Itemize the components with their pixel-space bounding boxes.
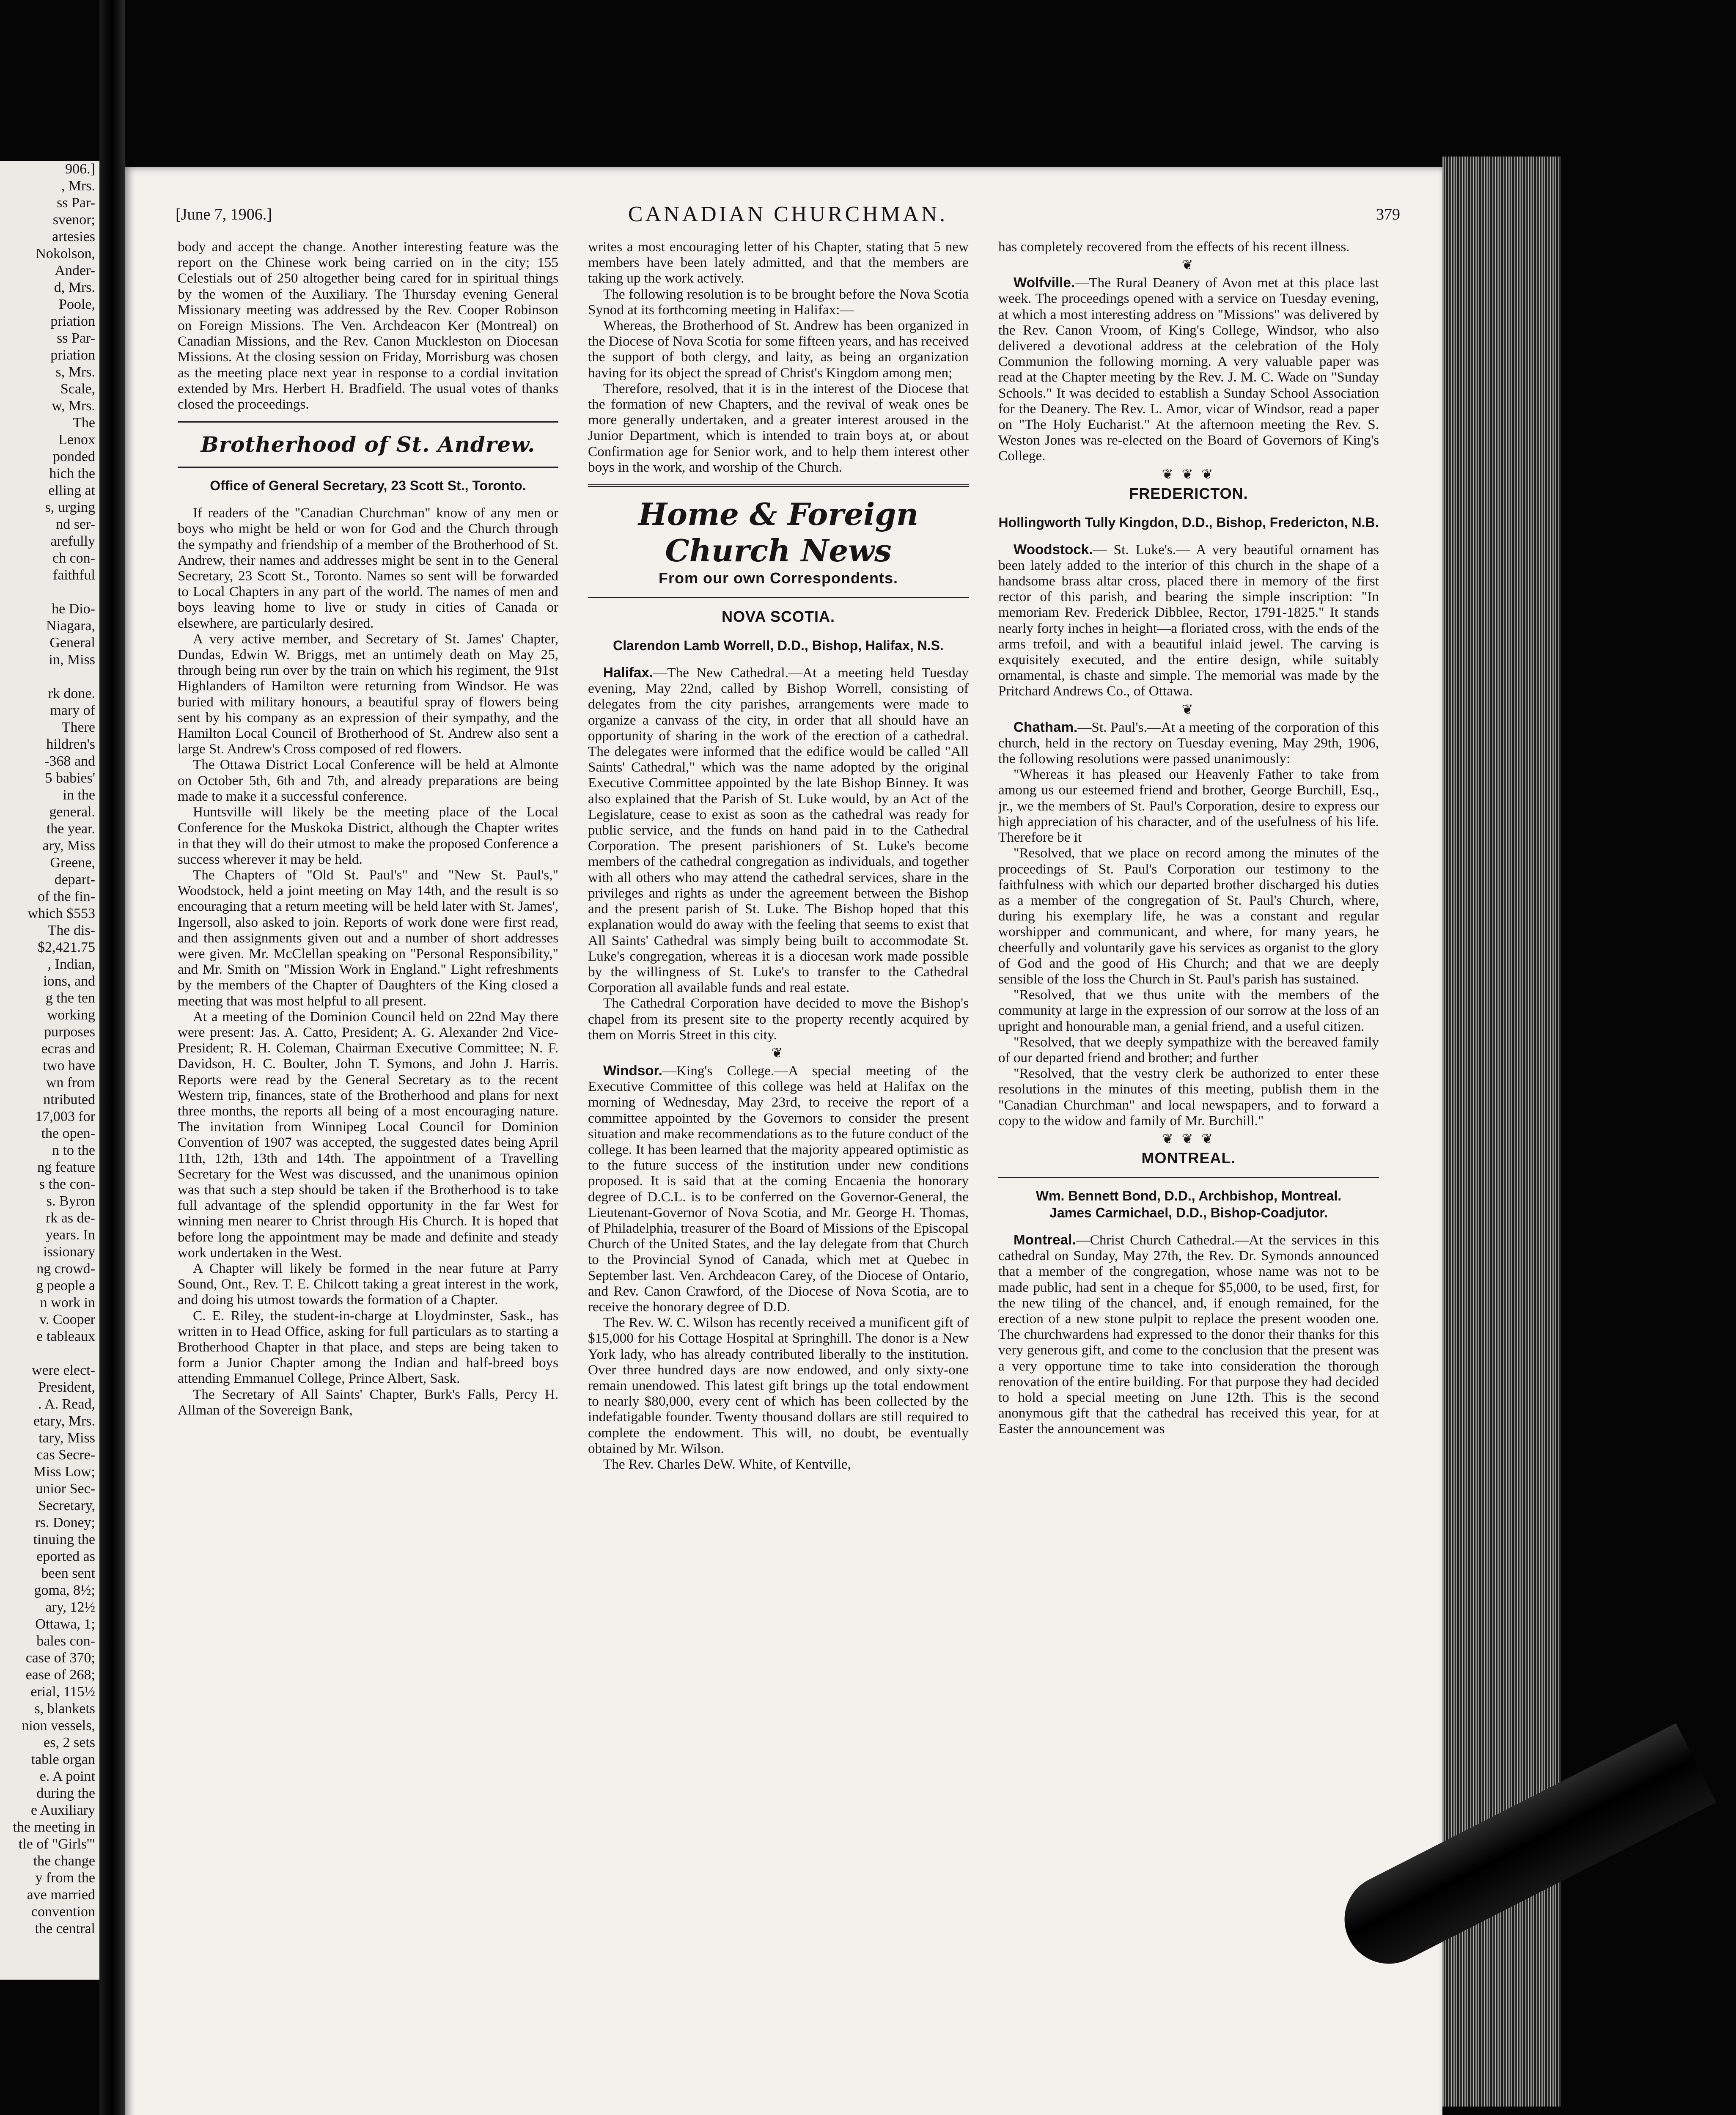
page-number: 379	[1376, 206, 1400, 223]
facing-page-line: Niagara,	[46, 618, 95, 634]
divider	[588, 597, 969, 598]
facing-page-line: ecras and	[41, 1041, 95, 1057]
facing-page-line: etary, Mrs.	[33, 1413, 95, 1429]
facing-page-line: s the con-	[39, 1176, 95, 1192]
column-2	[588, 239, 969, 1472]
facing-page-line: 17,003 for	[35, 1109, 95, 1124]
fredericton-heading: FREDERICTON.	[1129, 484, 1248, 502]
ornament: ❦	[1181, 257, 1196, 273]
facing-page-line: faithful	[52, 567, 95, 583]
facing-page-line: ss Par-	[57, 330, 95, 346]
fredericton-bishop: Hollingworth Tully Kingdon, D.D., Bishop, Fredericton, N.B.	[998, 514, 1379, 530]
column-2-opening: writes a most encouraging letter of his Chapter, stating that 5 new members have been lately admitted, and that the members are taking up the work actively.	[588, 239, 969, 286]
facing-page-line: e tableaux	[36, 1329, 95, 1344]
facing-page-line: working	[47, 1007, 95, 1023]
facing-page-line: Secretary,	[38, 1498, 95, 1513]
column-3	[998, 239, 1379, 1437]
nova-scotia-heading: NOVA SCOTIA.	[721, 608, 835, 626]
facing-page-line: ease of 268;	[25, 1667, 95, 1683]
facing-page-line: elling at	[48, 483, 95, 498]
facing-page-line: g the ten	[45, 990, 95, 1006]
facing-page-line: 906.]	[65, 161, 95, 177]
facing-page-line: rk as de-	[45, 1210, 95, 1226]
facing-page-line: in, Miss	[49, 652, 95, 667]
paragraph: "Resolved, that we thus unite with the members of the community at large in the expression of our sorrow at the loss of an upright and honourable man, a genial friend, and a useful citizen.	[998, 987, 1379, 1034]
ornament: ❦	[1181, 701, 1196, 717]
facing-page-line: been sent	[41, 1566, 95, 1581]
publication-title: CANADIAN CHURCHMAN.	[628, 202, 948, 226]
facing-page-line: Ottawa, 1;	[35, 1616, 95, 1632]
facing-page-line: goma, 8½;	[34, 1582, 95, 1598]
montreal-coadjutor: James Carmichael, D.D., Bishop-Coadjutor.	[1049, 1205, 1328, 1220]
facing-page-line: mary of	[50, 703, 95, 718]
facing-page-line: hildren's	[46, 736, 95, 752]
paragraph: The Chapters of "Old St. Paul's" and "New St. Paul's," Woodstock, held a joint meeting on May 14th, and the result is so encouraging that a return meeting will be held later with St. James', Ingersoll, also asked to join. Reports of work done were first read, and then assignments given out and a number of short addresses were given. Mr. McClellan speaking on "Personal Responsibility," and Mr. Smith on "Mission Work in England." Light refreshments by the members of the Chapter of Daughters of the King closed a meeting that was most helpful to all present.	[178, 867, 558, 1009]
facing-page-line: cas Secre-	[36, 1447, 95, 1463]
facing-page-line: , Indian,	[47, 956, 95, 972]
paragraph: The Rev. W. C. Wilson has recently received a munificent gift of $15,000 for his Cottage Hospital at Springhill. The donor is a New York lady, who has already contributed liberally to the institution. Over three hundred days are now endowed, and only sixty-one remain unendowed. This latest gift brings up the total endowment to nearly $80,000, every cent of which has been collected by the indefatigable founder. Twenty thousand dollars are still required to complete the endowment. This will, no doubt, be eventually obtained by Mr. Wilson.	[588, 1315, 969, 1456]
facing-page-line: of the fin-	[38, 889, 95, 904]
facing-page-line: n work in	[40, 1295, 95, 1310]
facing-page-line: -368 and	[44, 753, 95, 769]
facing-page-line: Greene,	[50, 855, 95, 871]
facing-page-line: w, Mrs.	[52, 398, 95, 414]
column-1-opening: body and accept the change. Another interesting feature was the report on the Chinese work being carried on in the city; 155 Celestials out of 250 altogether being cared for in spiritual things by the women of the Auxiliary. The Thursday evening General Missionary meeting was addressed by the Rev. Cooper Robinson on Foreign Missions. The Ven. Archdeacon Ker (Montreal) on Canadian Missions, and the Rev. Canon Muckleston on Diocesan Missions. At the closing session on Friday, Morrisburg was chosen as the meeting place next year in response to a cordial invitation extended by Mrs. Herbert H. Bradfield. The usual votes of thanks closed the proceedings.	[178, 239, 558, 412]
facing-page-line: priation	[50, 347, 95, 363]
paragraph: Therefore, resolved, that it is in the interest of the Diocese that the formation of new Chapters, and the revival of weak ones be more generally undertaken, and a greater interest aroused in the Junior Department, which is intended to train boys at, or about Confirmation age for Senior work, and to help them interest other boys in the work, and worship of the Church.	[588, 380, 969, 475]
facing-page-line	[0, 1345, 99, 1362]
ornament: ❦ ❦ ❦	[1162, 466, 1216, 482]
windsor-text: —King's College.—A special meeting of the Executive Committee of this college was held at Halifax on the morning of Wednesday, May 23rd, to receive the report of a committee appointed by the Governors to consider the present situation and make recommendations as to the future conduct of the college. It has been learned that the majority appeared optimistic as to the future success of the institution under new conditions proposed. It is said that at the coming Encaenia the honorary degree of D.C.L. is to be conferred on the Governor-General, the Lieutenant-Governor of Nova Scotia, and Mr. George H. Thomas, of Philadelphia, treasurer of the Board of Missions of the Episcopal Church of the United States, and the lay delegate from that Church to the Provincial Synod of Canada, which met at Quebec in September last. Ven. Archdeacon Carey, of the Diocese of Ontario, and Rev. Canon Crawford, of the Diocese of Nova Scotia, are to receive the honorary degree of D.D.	[588, 1063, 969, 1315]
montreal-text: —Christ Church Cathedral.—At the services in this cathedral on Sunday, May 27th, the Rev. Dr. Symonds announced that a member of the congregation, whose name was not to be made public, had sent in a cheque for $5,000, to be used, first, for the new tiling of the chancel, and, if enough remained, for the erection of a new stone pulpit to replace the present wooden one. The churchwardens had expressed to the donor their thanks for this very generous gift, and come to the conclusion that the present was a very opportune time to take into consideration the thorough renovation of the entire building. For that purpose they had decided to hold a special meeting on June 12th. This is the second anonymous gift that the cathedral has received this year, for at Easter the announcement was	[998, 1232, 1379, 1437]
facing-page-line: the open-	[41, 1126, 95, 1141]
facing-page-line: rk done.	[48, 686, 95, 701]
facing-page-line: s, blankets	[34, 1701, 95, 1717]
facing-page-line: Poole,	[59, 297, 95, 312]
facing-page-line: rs. Doney;	[35, 1515, 95, 1530]
facing-page-line: he Dio-	[52, 601, 95, 617]
paragraph: The following resolution is to be brought before the Nova Scotia Synod at its forthcoming meeting in Halifax:—	[588, 286, 969, 318]
book-gutter	[99, 0, 125, 2115]
paragraph: If readers of the "Canadian Churchman" know of any men or boys who might be held or won for God and the Church through the sympathy and friendship of a member of the Brotherhood of St. Andrew, their names and addresses might be sent in to the General Secretary, 23 Scott St., Toronto. Names so sent will be forwarded to Local Chapters in any part of the world. The names of men and boys leaving home to live or study in cities of Canada or elsewhere, are particularly desired.	[178, 505, 558, 631]
montreal-dateline: Montreal.	[1014, 1232, 1076, 1248]
woodstock-dateline: Woodstock.	[1014, 541, 1093, 558]
divider	[178, 421, 558, 423]
facing-page-line: ng feature	[37, 1159, 95, 1175]
facing-page-line: e. A point	[39, 1769, 95, 1784]
facing-page-line: Nokolson,	[36, 246, 95, 261]
paragraph: A very active member, and Secretary of St. James' Chapter, Dundas, Edwin W. Briggs, met an untimely death on May 25, through being run over by the train on which his regiment, the 91st Highlanders of Hamilton were returning from Windsor. He was buried with military honours, a beautiful spray of flowers being sent by his company as an expression of their sympathy, and the Hamilton Local Council of Brotherhood of St. Andrew also sent a large St. Andrew's Cross composed of red flowers.	[178, 631, 558, 757]
paragraph: At a meeting of the Dominion Council held on 22nd May there were present: Jas. A. Catto, President; A. G. Alexander 2nd Vice-President; R. H. Coleman, Chairman Executive Committee; N. F. Davidson, H. C. Boulter, John T. Symons, and John J. Harris. Reports were read by the General Secretary as to the recent Western trip, finances, state of the Brotherhood and plans for next three months, the reports all being of a most encouraging nature. The invitation from Winnipeg Local Council for Dominion Convention of 1907 was accepted, the suggested dates being April 11th, 12th, 13th and 14th. The appointment of a Travelling Secretary for the West was discussed, and the unanimous opinion was that such a step should be taken if the Brotherhood is to take full advantage of the splendid opportunity in the far West for winning men nearer to Christ through His Church. It is hoped that before long the appointment may be made and definite and steady work undertaken in the West.	[178, 1008, 558, 1261]
facing-page-sliver	[0, 161, 99, 1980]
facing-page-line: v. Cooper	[39, 1312, 95, 1327]
facing-page-line: general.	[49, 804, 95, 820]
facing-page-line: the year.	[46, 821, 95, 837]
facing-page-line: priation	[50, 313, 95, 329]
woodstock-text: — St. Luke's.— A very beautiful ornament has been lately added to the interior of this church in the shape of a handsome brass altar cross, placed there in memory of the first rector of this parish, and bearing the simple inscription: "In memoriam Rev. Frederick Dibblee, Rector, 1791-1825." It stands nearly forty inches in height—a floriated cross, with the ends of the arms trefoil, and with a beautiful inlaid jewel. The carving is exquisitely executed, and the entire design, while suitably ornamental, is chaste and simple. The memorial was made by the Pritchard Andrews Co., of Ottawa.	[998, 541, 1379, 699]
paragraph: "Resolved, that we deeply sympathize with the bereaved family of our departed friend and brother; and further	[998, 1034, 1379, 1066]
montreal-heading: MONTREAL.	[1141, 1149, 1236, 1167]
wolfville-dateline: Wolfville.	[1014, 275, 1075, 291]
montreal-archbishop: Wm. Bennett Bond, D.D., Archbishop, Montreal.	[1036, 1188, 1342, 1203]
facing-page-line: ions, and	[43, 973, 95, 989]
facing-page-line: years. In	[45, 1227, 95, 1243]
facing-page-line: ng crowd-	[36, 1261, 95, 1277]
facing-page-line: ch con-	[52, 550, 95, 566]
facing-page-line: issionary	[43, 1244, 95, 1260]
chatham-text: —St. Paul's.—At a meeting of the corporation of this church, held in the rectory on Tuesday evening, May 29th, 1906, the following resolutions were passed unanimously:	[998, 719, 1379, 767]
facing-page-line: ntributed	[43, 1092, 95, 1107]
facing-page-line: ss Par-	[57, 195, 95, 211]
facing-page-line: President,	[38, 1379, 95, 1395]
paragraph: "Resolved, that the vestry clerk be authorized to enter these resolutions in the minutes of this meeting, publish them in the "Canadian Churchman" and local newspapers, and to forward a copy to the widow and family of Mr. Burchill."	[998, 1066, 1379, 1129]
divider	[178, 467, 558, 468]
facing-page-line: the central	[35, 1921, 95, 1936]
paragraph: C. E. Riley, the student-in-charge at Lloydminster, Sask., has written in to Head Office, asking for full particulars as to starting a Brotherhood Chapter in that place, and steps are being taken to form a Junior Chapter among the Indian and half-breed boys attending Emmanuel College, Prince Albert, Sask.	[178, 1307, 558, 1387]
facing-page-line: s. Byron	[46, 1193, 95, 1209]
facing-page-line: case of 370;	[25, 1650, 95, 1666]
facing-page-line: the meeting in	[13, 1819, 95, 1835]
facing-page-line: bales con-	[36, 1633, 95, 1649]
column-3-opening: has completely recovered from the effects of his recent illness.	[998, 239, 1350, 255]
halifax-text: —The New Cathedral.—At a meeting held Tuesday evening, May 22nd, called by Bishop Worrell, consisting of delegates from the city parishes, arrangements were made to organize a canvass of the city, in order that all should have an opportunity of sharing in the work of the erection of a cathedral. The delegates were informed that the edifice would be called "All Saints' Cathedral," which was the name adopted by the original Executive Committee appointed by the late Bishop Binney. It was also explained that the Parish of St. Luke would, by an Act of the Legislature, cease to exist as soon as the cathedral was ready for public service, and the funds on hand paid in to the Cathedral Corporation. The present parishioners of St. Luke's become members of the cathedral congregation as individuals, and together with all others who may attend the cathedral services, share in the privileges and rights as under the agreement between the Bishop and the present parish of St. Luke. The Bishop hoped that this explanation would do away with the feeling that seems to exist that All Saints' Cathedral was simply being built to accommodate St. Luke's congregation, whereas it is a diocesan work made possible by the willingness of St. Luke's to transfer to the Cathedral Corporation all available funds and real estate.	[588, 665, 969, 996]
facing-page-line: purposes	[44, 1024, 95, 1040]
nova-scotia-bishop: Clarendon Lamb Worrell, D.D., Bishop, Halifax, N.S.	[613, 638, 944, 654]
facing-page-line: The	[73, 415, 95, 431]
facing-page-line: tary, Miss	[38, 1430, 95, 1446]
facing-page-line: Miss Low;	[33, 1464, 95, 1480]
paragraph: "Whereas it has pleased our Heavenly Father to take from among us our esteemed friend and brother, George Burchill, Esq., jr., we the members of St. Paul's Corporation, desire to express our high appreciation of his character, and of the usefulness of his life. Therefore be it	[998, 766, 1379, 846]
facing-page-line: es, 2 sets	[44, 1735, 95, 1750]
facing-page-line: , Mrs.	[61, 178, 95, 194]
chatham-dateline: Chatham.	[1014, 719, 1078, 735]
column-1	[178, 239, 558, 1418]
facing-page-line: table organ	[31, 1752, 95, 1767]
facing-page-line: nd ser-	[56, 516, 95, 532]
paragraph: Whereas, the Brotherhood of St. Andrew has been organized in the Diocese of Nova Scotia for some fifteen years, and has received the support of both clergy, and laity, as being an organization having for its object the spread of Christ's Kingdom among men;	[588, 318, 969, 381]
facing-page-line: $2,421.75	[38, 939, 95, 955]
divider	[588, 484, 969, 487]
facing-page-line: the change	[33, 1853, 95, 1869]
facing-page-line: during the	[36, 1785, 95, 1801]
correspondents-subtitle: From our own Correspondents.	[658, 569, 898, 587]
facing-page-line: ary, Miss	[42, 838, 95, 854]
facing-page-line: 5 babies'	[45, 770, 95, 786]
facing-page-line: tinuing the	[33, 1532, 95, 1547]
facing-page-line: two have	[43, 1058, 95, 1074]
facing-page-line: tle of "Girls'"	[18, 1836, 95, 1852]
running-head	[176, 202, 1400, 231]
windsor-dateline: Windsor.	[603, 1063, 662, 1079]
facing-page-line: unior Sec-	[36, 1481, 95, 1497]
paragraph: The Secretary of All Saints' Chapter, Burk's Falls, Percy H. Allman of the Sovereign Bank,	[178, 1386, 558, 1418]
brotherhood-heading: Brotherhood of St. Andrew.	[201, 432, 536, 457]
facing-page-line: in the	[63, 787, 95, 803]
halifax-dateline: Halifax.	[603, 665, 654, 681]
facing-page-line: y from the	[35, 1870, 95, 1886]
paragraph: The Rev. Charles DeW. White, of Kentville,	[603, 1456, 851, 1472]
facing-page-line: nion vessels,	[22, 1718, 95, 1733]
office-address: Office of General Secretary, 23 Scott St., Toronto.	[210, 478, 526, 494]
facing-page-line: Lenox	[58, 432, 95, 448]
facing-page-line: The dis-	[47, 923, 95, 938]
wolfville-text: —The Rural Deanery of Avon met at this place last week. The proceedings opened with a service on Tuesday evening, at which a most interesting address on "Missions" was delivered by the Rev. Canon Vroom, of King's College, Windsor, who also delivered a devotional address at the celebration of the Holy Communion the following morning. A very valuable paper was read at the Chapter meeting by the Rev. J. M. C. Wade on "Sunday Schools." It was decided to establish a Sunday School Association for the Deanery. The Rev. L. Amor, vicar of Windsor, read a paper on "The Holy Eucharist." At the afternoon meeting the Rev. S. Weston Jones was re-elected on the Board of Governors of King's College.	[998, 275, 1379, 464]
facing-page-line: ary, 12½	[45, 1599, 95, 1615]
facing-page-line: ave married	[27, 1887, 95, 1903]
paragraph: The Ottawa District Local Conference will be held at Almonte on October 5th, 6th and 7th, and already preparations are being made to make it a successful conference.	[178, 757, 558, 804]
facing-page-line: s, urging	[45, 500, 95, 515]
paragraph: A Chapter will likely be formed in the near future at Parry Sound, Ont., Rev. T. E. Chilcott taking a great interest in the work, and doing his utmost towards the formation of a Chapter.	[178, 1260, 558, 1308]
facing-page-line: d, Mrs.	[54, 280, 95, 295]
facing-page-line: e Auxiliary	[30, 1802, 95, 1818]
issue-date: [June 7, 1906.]	[176, 206, 272, 223]
facing-page-line: erial, 115½	[30, 1684, 95, 1700]
facing-page-line: artesies	[52, 229, 95, 244]
facing-page-line: Scale,	[60, 381, 95, 397]
facing-page-line: depart-	[54, 872, 95, 887]
facing-page-line: n to the	[52, 1143, 95, 1158]
facing-page-line: which $553	[27, 906, 95, 921]
paragraph: "Resolved, that we place on record among the minutes of the proceedings of St. Paul's Corporation our testimony to the faithfulness with which our departed brother discharged his duties as a member of the congregation of St. Paul's Church, where, during his exemplary life, he was a constant and regular worshipper and communicant, and where, for many years, he cheerfully and voluntarily gave his services as organist to the glory of God and the good of His Church; and that we are deeply sensible of the loss the Church in St. Paul's parish has sustained.	[998, 845, 1379, 987]
church-news-banner: Home & Foreign Church News	[638, 496, 919, 569]
facing-page-line: ponded	[52, 449, 95, 464]
ornament: ❦ ❦ ❦	[1162, 1131, 1216, 1146]
divider	[998, 1177, 1379, 1178]
facing-page-line: g people a	[36, 1278, 95, 1294]
paragraph: Huntsville will likely be the meeting place of the Local Conference for the Muskoka District, although the Chapter writes in that they will do their utmost to make the proposed Conference a success wherever it may be held.	[178, 804, 558, 867]
facing-page-line: . A. Read,	[38, 1396, 95, 1412]
facing-page-line: eported as	[36, 1549, 95, 1564]
newspaper-page	[125, 167, 1442, 2115]
facing-page-line	[0, 584, 99, 601]
facing-page-line: arefully	[50, 533, 95, 549]
facing-page-line: convention	[31, 1904, 95, 1920]
facing-page-line: General	[49, 635, 95, 651]
facing-page-line: svenor;	[52, 212, 95, 228]
ornament: ❦	[771, 1045, 786, 1060]
facing-page-line	[0, 668, 99, 685]
facing-page-line: were elect-	[31, 1362, 95, 1378]
facing-page-line: Ander-	[55, 263, 95, 278]
paragraph: The Cathedral Corporation have decided to move the Bishop's chapel from its present site to the property recently acquired by them on Morris Street in this city.	[588, 995, 969, 1043]
facing-page-line: s, Mrs.	[55, 364, 95, 380]
facing-page-line: There	[61, 720, 95, 735]
facing-page-line: wn from	[46, 1075, 95, 1090]
facing-page-line: hich the	[49, 466, 95, 481]
